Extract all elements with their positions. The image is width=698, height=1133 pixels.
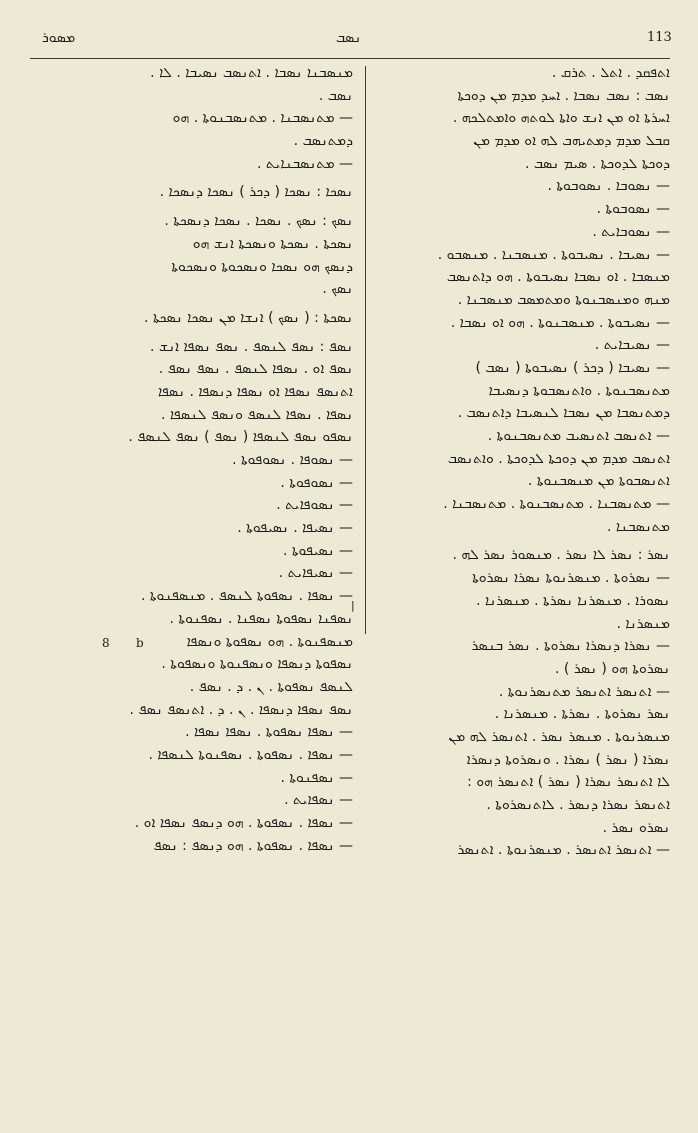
text-line: ܕܡܬܢܣܒ . bbox=[293, 133, 353, 150]
text-line: ܩܒܠ ܡܕܡ ܕܡܬܝܗܒ ܠܗ ܐܘ ܡܕܡ ܡܢ bbox=[473, 133, 670, 150]
text-line: ܢܣܪ : ܢܣܪ ܠܐ ܢܣܪ . ܡܢܣܘܪ ܢܣܪ ܠܗ . bbox=[452, 547, 670, 564]
signature-mark-letter: b bbox=[136, 636, 144, 650]
running-head-center: ܢܣܒ bbox=[336, 30, 362, 46]
right-column bbox=[354, 62, 670, 862]
margin-mark: | bbox=[351, 599, 355, 612]
text-line: ܢܣܦ ܢܣܦܐ ܕܢܣܦܐ . ܢ . ܕ . ܐܬܢܣܦ ܢܣܦ . bbox=[129, 701, 353, 718]
text-line: ܢܣܟܬܐ . ܢܣܟܬܐ ܘܢܣܟܬܐ ܐܢܫ ܗܘ bbox=[192, 235, 353, 252]
text-line: — ܢܣܘܒܐ . ܢܣܘܒܘܬܐ . bbox=[547, 178, 670, 195]
text-line: ܡܢܗ ܘܡܢܣܒܢܘܬܐ ܘܡܬܡܣܒ ܡܢܣܒܢܐ . bbox=[457, 291, 670, 308]
text-line: — ܢܣܘܦܘܬܐ . bbox=[280, 474, 353, 491]
text-line: ܠܢܣܦ ܢܣܦܘܬܐ . ܢ . ܕ . ܢܣܦ . bbox=[189, 678, 353, 695]
text-line: ܢܣܒ : ܢܣܒ ܢܣܒܐ . ܐܚܕ ܡܕܡ ܡܢ ܕܘܟܬܐ bbox=[457, 87, 670, 104]
text-line: ܕܡܬܢܣܒܐ ܡܢ ܢܣܒܐ ܠܢܣܝܒܐ ܕܐܬܢܣܒ . bbox=[457, 405, 670, 422]
text-line: — ܢܣܘܒܘܬܐ . bbox=[596, 201, 670, 218]
text-line: — ܢܣܦܐܝܬ . bbox=[284, 792, 353, 809]
text-line: — ܢܣܦܐ . ܢܣܦܘܬܐ . ܢܣܦܢܘܬܐ ܠܢܣܦܐ . bbox=[148, 746, 353, 763]
running-head-left: ܡܣܘܪ bbox=[42, 30, 76, 46]
text-line: — ܢܣܪܘܬܐ . ܡܢܣܪܢܘܬܐ ܢܣܪܐ ܢܣܪܘܬܐ bbox=[472, 570, 670, 587]
text-line: — ܢܣܦܢܘܬܐ . bbox=[280, 769, 353, 786]
text-line: — ܡܬܢܣܒܢܐܝܬ . bbox=[256, 155, 353, 172]
text-line: ܡܢܣܦܢܘܬܐ . ܗܘ ܢܣܦܘܬܐ ܘܢܣܦܐ bbox=[186, 633, 353, 650]
text-line: ܢܣܦܘܬܐ ܕܢܣܦܐ ܘܢܣܦܢܘܬܐ ܘܢܣܦܘܬܐ . bbox=[161, 656, 353, 673]
text-line: ܢܣܪܘ ܢܣܪ . bbox=[602, 819, 670, 836]
text-line: — ܡܬܢܣܒܢܐ . ܡܬܢܣܒܢܘܬܐ . ܡܬܢܣܒܢܐ . bbox=[443, 496, 670, 513]
text-line: — ܢܣܦܐ . ܢܣܦܘܬܐ ܠܢܣܦ . ܡܢܣܦܢܘܬܐ . bbox=[140, 588, 353, 605]
text-line: ܢܣܦ ܐܘ . ܢܣܦܐ ܠܢܣܦ . ܢܣܦ ܢܣܦ . bbox=[158, 361, 353, 378]
text-line: ܕܢܣܟ ܗܘ ܢܣܟܐ ܘܢܣܟܘܬܐ ܘܢܣܟܘܬܐ bbox=[171, 258, 353, 275]
text-line: ܢܣܒ . bbox=[318, 87, 353, 104]
header-rule bbox=[30, 58, 670, 59]
text-line: ܡܢܣܒܢܐ ܢܣܒܐ . ܐܬܢܣܒ ܢܣܝܒܐ . ܠܐ . bbox=[150, 65, 353, 81]
signature-mark-number: 8 bbox=[102, 636, 110, 650]
text-line: ܢܣܪܐ ( ܢܣܪ ) ܢܣܪܐ . ܘܢܣܪܘܬܐ ܕܢܣܪܐ bbox=[466, 751, 670, 768]
text-line: — ܢܣܪܐ ܕܢܣܪܐ ܢܣܪܘܬܐ . ܢܣܪ ܒܢܣܪ bbox=[471, 638, 670, 655]
text-line: — ܢܣܝܒܘܬܐ . ܡܢܣܒܢܘܬܐ . ܗܘ ܐܘ ܢܣܒܐ . bbox=[450, 314, 670, 331]
text-line: — ܐܬܢܣܪ ܐܬܢܣܪ . ܡܢܣܪܢܘܬܐ . ܐܬܢܣܪ bbox=[457, 842, 670, 859]
text-line: ܢܣܟ : ܢܣܟ . ܢܣܟܐ . ܢܣܟܐ ܕܢܣܟܬܐ . bbox=[164, 213, 353, 230]
text-line: ܢܣܟܬܐ : ( ܢܣܟ ) ܐܢܫܐ ܡܢ ܢܣܟܐ ܢܣܟܬܐ . bbox=[144, 309, 353, 326]
text-line: — ܐܬܢܣܒ ܐܬܢܣܝܒ ܡܬܢܣܒܢܘܬܐ . bbox=[487, 428, 670, 444]
text-line: — ܢܣܝܒܐ . ܢܣܝܒܘܬܐ . ܡܢܣܒܢܐ . ܡܢܣܒܘ . bbox=[437, 246, 670, 263]
text-line: — ܢܣܘܒܐܝܬ . bbox=[592, 223, 670, 240]
text-line: ܢܣܪܘܬܐ ܗܘ ( ܢܣܪ ) . bbox=[555, 660, 670, 677]
text-line: ܢܣܦܢܐ ܢܣܦܘܬܐ ܢܣܦܢܐ . ܢܣܦܢܘܬܐ . bbox=[169, 610, 353, 627]
text-line: ܠܐ ܐܬܢܣܪ ܢܣܪܐ ( ܢܣܪ ) ܐܬܢܣܪ ܗܘ : bbox=[467, 774, 670, 791]
text-line: ܢܣܦܘ ܢܣܦ ܠܢܣܦܐ ( ܢܣܦ ) ܢܣܦ ܠܢܣܦ . bbox=[128, 429, 353, 446]
text-line: ܢܣܪ ܢܣܪܘܬܐ . ܢܣܪܬܐ . ܡܢܣܪܢܐ . bbox=[494, 706, 670, 723]
text-line: ܢܣܦ : ܢܣܦ ܠܢܣܦ . ܢܣܦ ܢܣܦܐ ܐܢܫ . bbox=[150, 338, 353, 355]
text-line: ܡܬܢܣܒܢܐ . bbox=[606, 518, 670, 535]
left-column bbox=[31, 62, 353, 857]
text-line: ܐܬܢܣܪ ܢܣܪܐ ܕܢܣܪ . ܠܐܬܢܣܪܘܬܐ . bbox=[486, 797, 670, 813]
text-line: ܢܣܟ . bbox=[322, 281, 353, 298]
text-line: ܐܚܪܬܐ ܐܘ ܡܢ ܐܢܫ ܘܐܬܐ ܠܘܬܗ ܘܐܡܬܠܟܗ . bbox=[452, 110, 670, 127]
text-line: ܐܬܢܣܒ ܡܕܡ ܡܢ ܕܘܟܬܐ ܠܕܘܟܬܐ . ܘܐܬܢܣܒ bbox=[447, 450, 670, 467]
text-line: — ܢܣܦܐ . ܢܣܦܘܬܐ . ܗܘ ܕܢܣܦ ܢܣܦܐ ܐܘ . bbox=[134, 815, 353, 831]
text-line: — ܢܣܘܦܐܝܬ . bbox=[276, 497, 353, 514]
text-line: ܐܬܦܩܕ . ܐܬܠ . ܬܪܩ . bbox=[551, 65, 670, 81]
text-line: — ܐܬܢܣܪ ܐܬܢܣܪ ܡܬܢܣܪܢܘܬܐ . bbox=[498, 683, 670, 700]
text-line: ܡܢܣܪܢܐ . bbox=[616, 615, 670, 632]
page-number: 113 bbox=[647, 30, 672, 45]
text-line: — ܢܣܝܦܘܬܐ . bbox=[282, 542, 353, 559]
text-line: — ܢܣܦܐ . ܢܣܦܘܬܐ . ܗܘ ܕܢܣܦ : ܢܣܦ bbox=[153, 837, 353, 854]
text-line: ܢܣܦܐ . ܢܣܦܐ ܠܢܣܦ ܘܢܣܦ ܠܢܣܦܐ . bbox=[161, 406, 353, 423]
text-line: — ܢܣܝܦܐ . ܢܣܝܦܘܬܐ . bbox=[237, 520, 353, 537]
text-line: — ܢܣܝܦܐܝܬ . bbox=[278, 565, 353, 582]
text-line: ܡܬܢܣܒܢܘܬܐ . ܘܐܬܢܣܒܘܬܐ ܕܢܣܝܒܐ bbox=[488, 382, 670, 399]
text-line: ܐܬܢܣܒܘܬܐ ܡܢ ܡܢܣܒܢܘܬܐ . bbox=[527, 473, 670, 490]
text-line: — ܢܣܦܐ ܢܣܦܘܬܐ . ܢܣܦܐ ܢܣܦܐ . bbox=[185, 724, 353, 741]
text-line: ܡܢܣܪܢܘܬܐ . ܡܢܣܪ ܢܣܪ . ܐܬܢܣܪ ܠܗ ܡܢ bbox=[448, 728, 670, 745]
text-line: — ܢܣܘܦܐ . ܢܣܘܦܘܬܐ . bbox=[232, 452, 353, 468]
text-line: ܕܘܟܬܐ ܠܕܘܟܬܐ . ܣܝܡ ܢܣܒ . bbox=[525, 155, 670, 172]
text-line: ܢܣܘܪܐ . ܡܢܣܪܢܐ ܢܣܪܬܐ . ܡܢܣܪܢܐ . bbox=[476, 592, 670, 609]
text-line: ܐܬܢܣܦ ܢܣܦܐ ܐܘ ܢܣܦܐ ܕܢܣܦܐ . ܢܣܦܐ bbox=[158, 383, 353, 400]
text-line: ܡܢܣܒܐ . ܐܘ ܢܣܒܐ ܢܣܝܒܘܬܐ . ܗܘ ܕܐܬܢܣܒ bbox=[446, 269, 670, 286]
text-line: — ܡܬܢܣܒܢܐ . ܡܬܢܣܒܢܘܬܐ . ܗܘ bbox=[172, 110, 353, 127]
text-line: ܢܣܟܐ : ܢܣܟܐ ( ܕܟܪ ) ܢܣܟܐ ܕܢܣܟܐ . bbox=[159, 184, 353, 201]
text-line: — ܢܣܝܒܐ ( ܕܟܪ ) ܢܣܝܒܘܬܐ ( ܢܣܒ ) bbox=[475, 359, 670, 376]
text-line: — ܢܣܝܒܐܝܬ . bbox=[594, 337, 670, 354]
